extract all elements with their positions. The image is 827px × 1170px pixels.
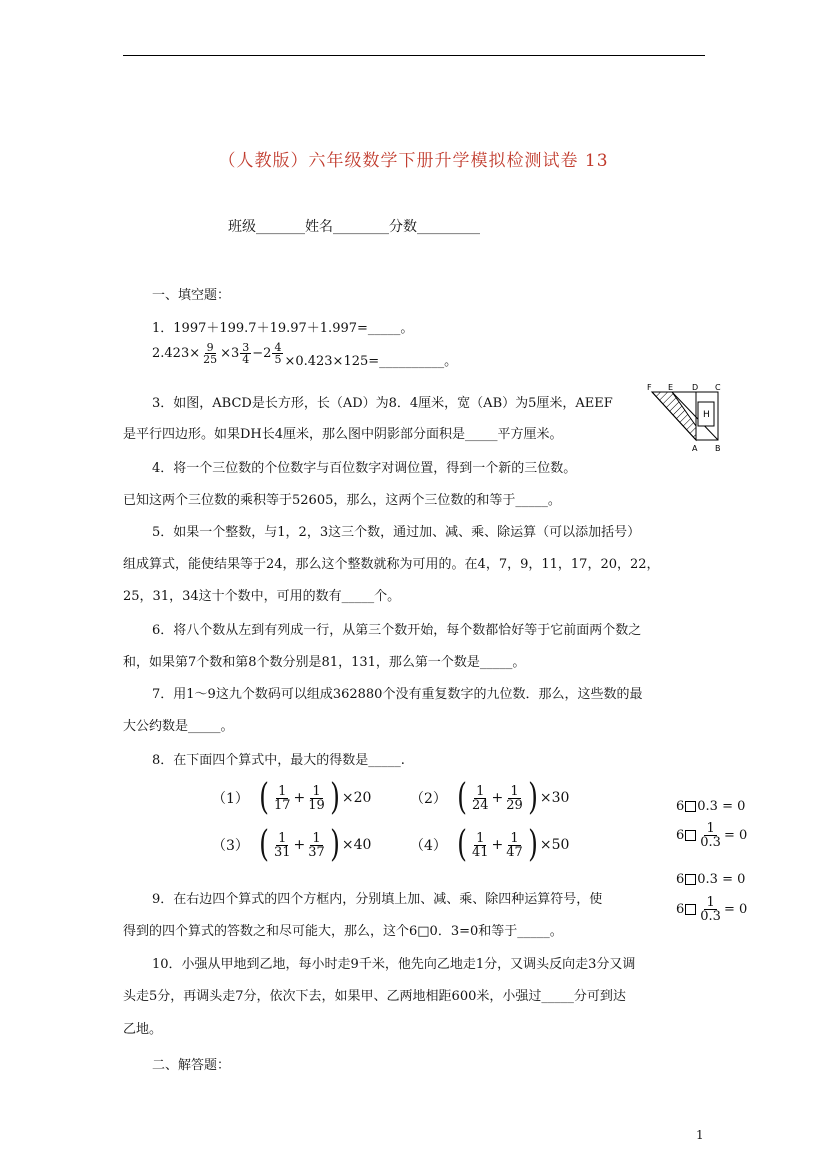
question-1: 1．1997＋199.7＋19.97＋1.997=_____。	[152, 321, 414, 336]
page-number: 1	[696, 1128, 704, 1142]
label-d: D	[692, 383, 699, 392]
question-4-line-2: 已知这两个三位数的乘积等于52605，那么，这两个三位数的和等于_____。	[123, 493, 561, 508]
q2-minus: −2	[252, 346, 272, 361]
label-a: A	[692, 444, 698, 453]
section-heading-2: 二、解答题：	[152, 1058, 231, 1073]
section-heading-1: 一、填空题：	[152, 288, 231, 303]
header-rule	[123, 55, 705, 56]
question-2	[152, 341, 458, 369]
page-title: （人教版）六年级数学下册升学模拟检测试卷 13	[218, 151, 609, 171]
blank-box	[685, 874, 696, 885]
side-equation-2: 6 $\frac{1}{0.3}$ = 0	[676, 821, 748, 850]
q2-prefix: 2.423×	[152, 346, 201, 361]
question-5-line-1: 5．如果一个整数，与1，2，3这三个数，通过加、减、乘、除运算（可以添加括号）	[152, 525, 641, 540]
label-b: B	[715, 444, 721, 453]
question-5-line-3: 25，31，34这十个数中，可用的数有_____个。	[123, 589, 401, 604]
blank-box	[685, 904, 696, 915]
q8-expression-1: （1） ( $\frac{1}{17}$ + $\frac{1}{19}$ ) ×20	[212, 777, 372, 818]
rectangle-figure	[644, 380, 730, 454]
label-f: F	[647, 383, 652, 392]
q8-expression-3: （3） ( $\frac{1}{31}$ + $\frac{1}{37}$ ) ×40	[212, 824, 372, 865]
question-3-line-2: 是平行四边形。如果DH长4厘米，那么图中阴影部分面积是_____平方厘米。	[123, 427, 563, 442]
question-8-line-1: 8．在下面四个算式中，最大的得数是_____.	[152, 753, 405, 768]
label-h: H	[703, 410, 710, 420]
question-6-line-2: 和，如果第7个数和第8个数分别是81，131，那么第一个数是_____。	[123, 655, 526, 670]
student-info-line: 班级_______姓名________分数_________	[228, 219, 480, 235]
blank-box	[685, 830, 696, 841]
question-7-line-1: 7．用1～9这九个数码可以组成362880个没有重复数字的九位数．那么，这些数的最	[152, 687, 643, 702]
question-3-line-1: 3．如图，ABCD是长方形，长（AD）为8．4厘米，宽（AB）为5厘米，AEEF	[152, 396, 613, 411]
side-equation-1: 6 0.3 = 0	[676, 799, 746, 814]
q2-fraction-3: $\frac{4}{5}$	[274, 341, 282, 366]
question-10-line-2: 头走5分，再调头走7分，依次下去，如果甲、乙两地相距600米，小强过_____分可到达	[123, 989, 626, 1004]
question-10-line-3: 乙地。	[123, 1022, 163, 1037]
side-equation-4: 6 $\frac{1}{0.3}$ = 0	[676, 895, 748, 924]
question-7-line-2: 大公约数是_____。	[123, 719, 234, 734]
question-10-line-1: 10．小强从甲地到乙地，每小时走9千米，他先向乙地走1分，又调头反向走3分又调	[152, 957, 636, 972]
q8-expression-2: （2） ( $\frac{1}{24}$ + $\frac{1}{29}$ ) ×30	[410, 777, 570, 818]
q8-expression-4: （4） ( $\frac{1}{41}$ + $\frac{1}{47}$ ) ×50	[410, 824, 570, 865]
question-4-line-1: 4．将一个三位数的个位数字与百位数字对调位置，得到一个新的三位数。	[152, 461, 577, 476]
q2-times: ×3	[220, 346, 240, 361]
q2-fraction-1: $\frac{9}{25}$	[203, 341, 218, 366]
side-equation-3: 6 0.3 = 0	[676, 872, 746, 887]
label-c: C	[715, 383, 721, 392]
question-6-line-1: 6．将八个数从左到有列成一行，从第三个数开始，每个数都恰好等于它前面两个数之	[152, 623, 642, 638]
q2-fraction-2: $\frac{3}{4}$	[242, 341, 250, 366]
question-9-line-2: 得到的四个算式的答数之和尽可能大，那么，这个6□0．3=0和等于_____。	[123, 924, 563, 939]
question-9-line-1: 9．在右边四个算式的四个方框内，分别填上加、减、乘、除四种运算符号，使	[152, 892, 603, 907]
question-5-line-2: 组成算式，能使结果等于24，那么这个整数就称为可用的。在4，7，9，11，17，20，22，	[123, 557, 660, 572]
q2-suffix: ×0.423×125=__________。	[284, 354, 458, 369]
label-e: E	[668, 383, 674, 392]
blank-box	[685, 801, 696, 812]
